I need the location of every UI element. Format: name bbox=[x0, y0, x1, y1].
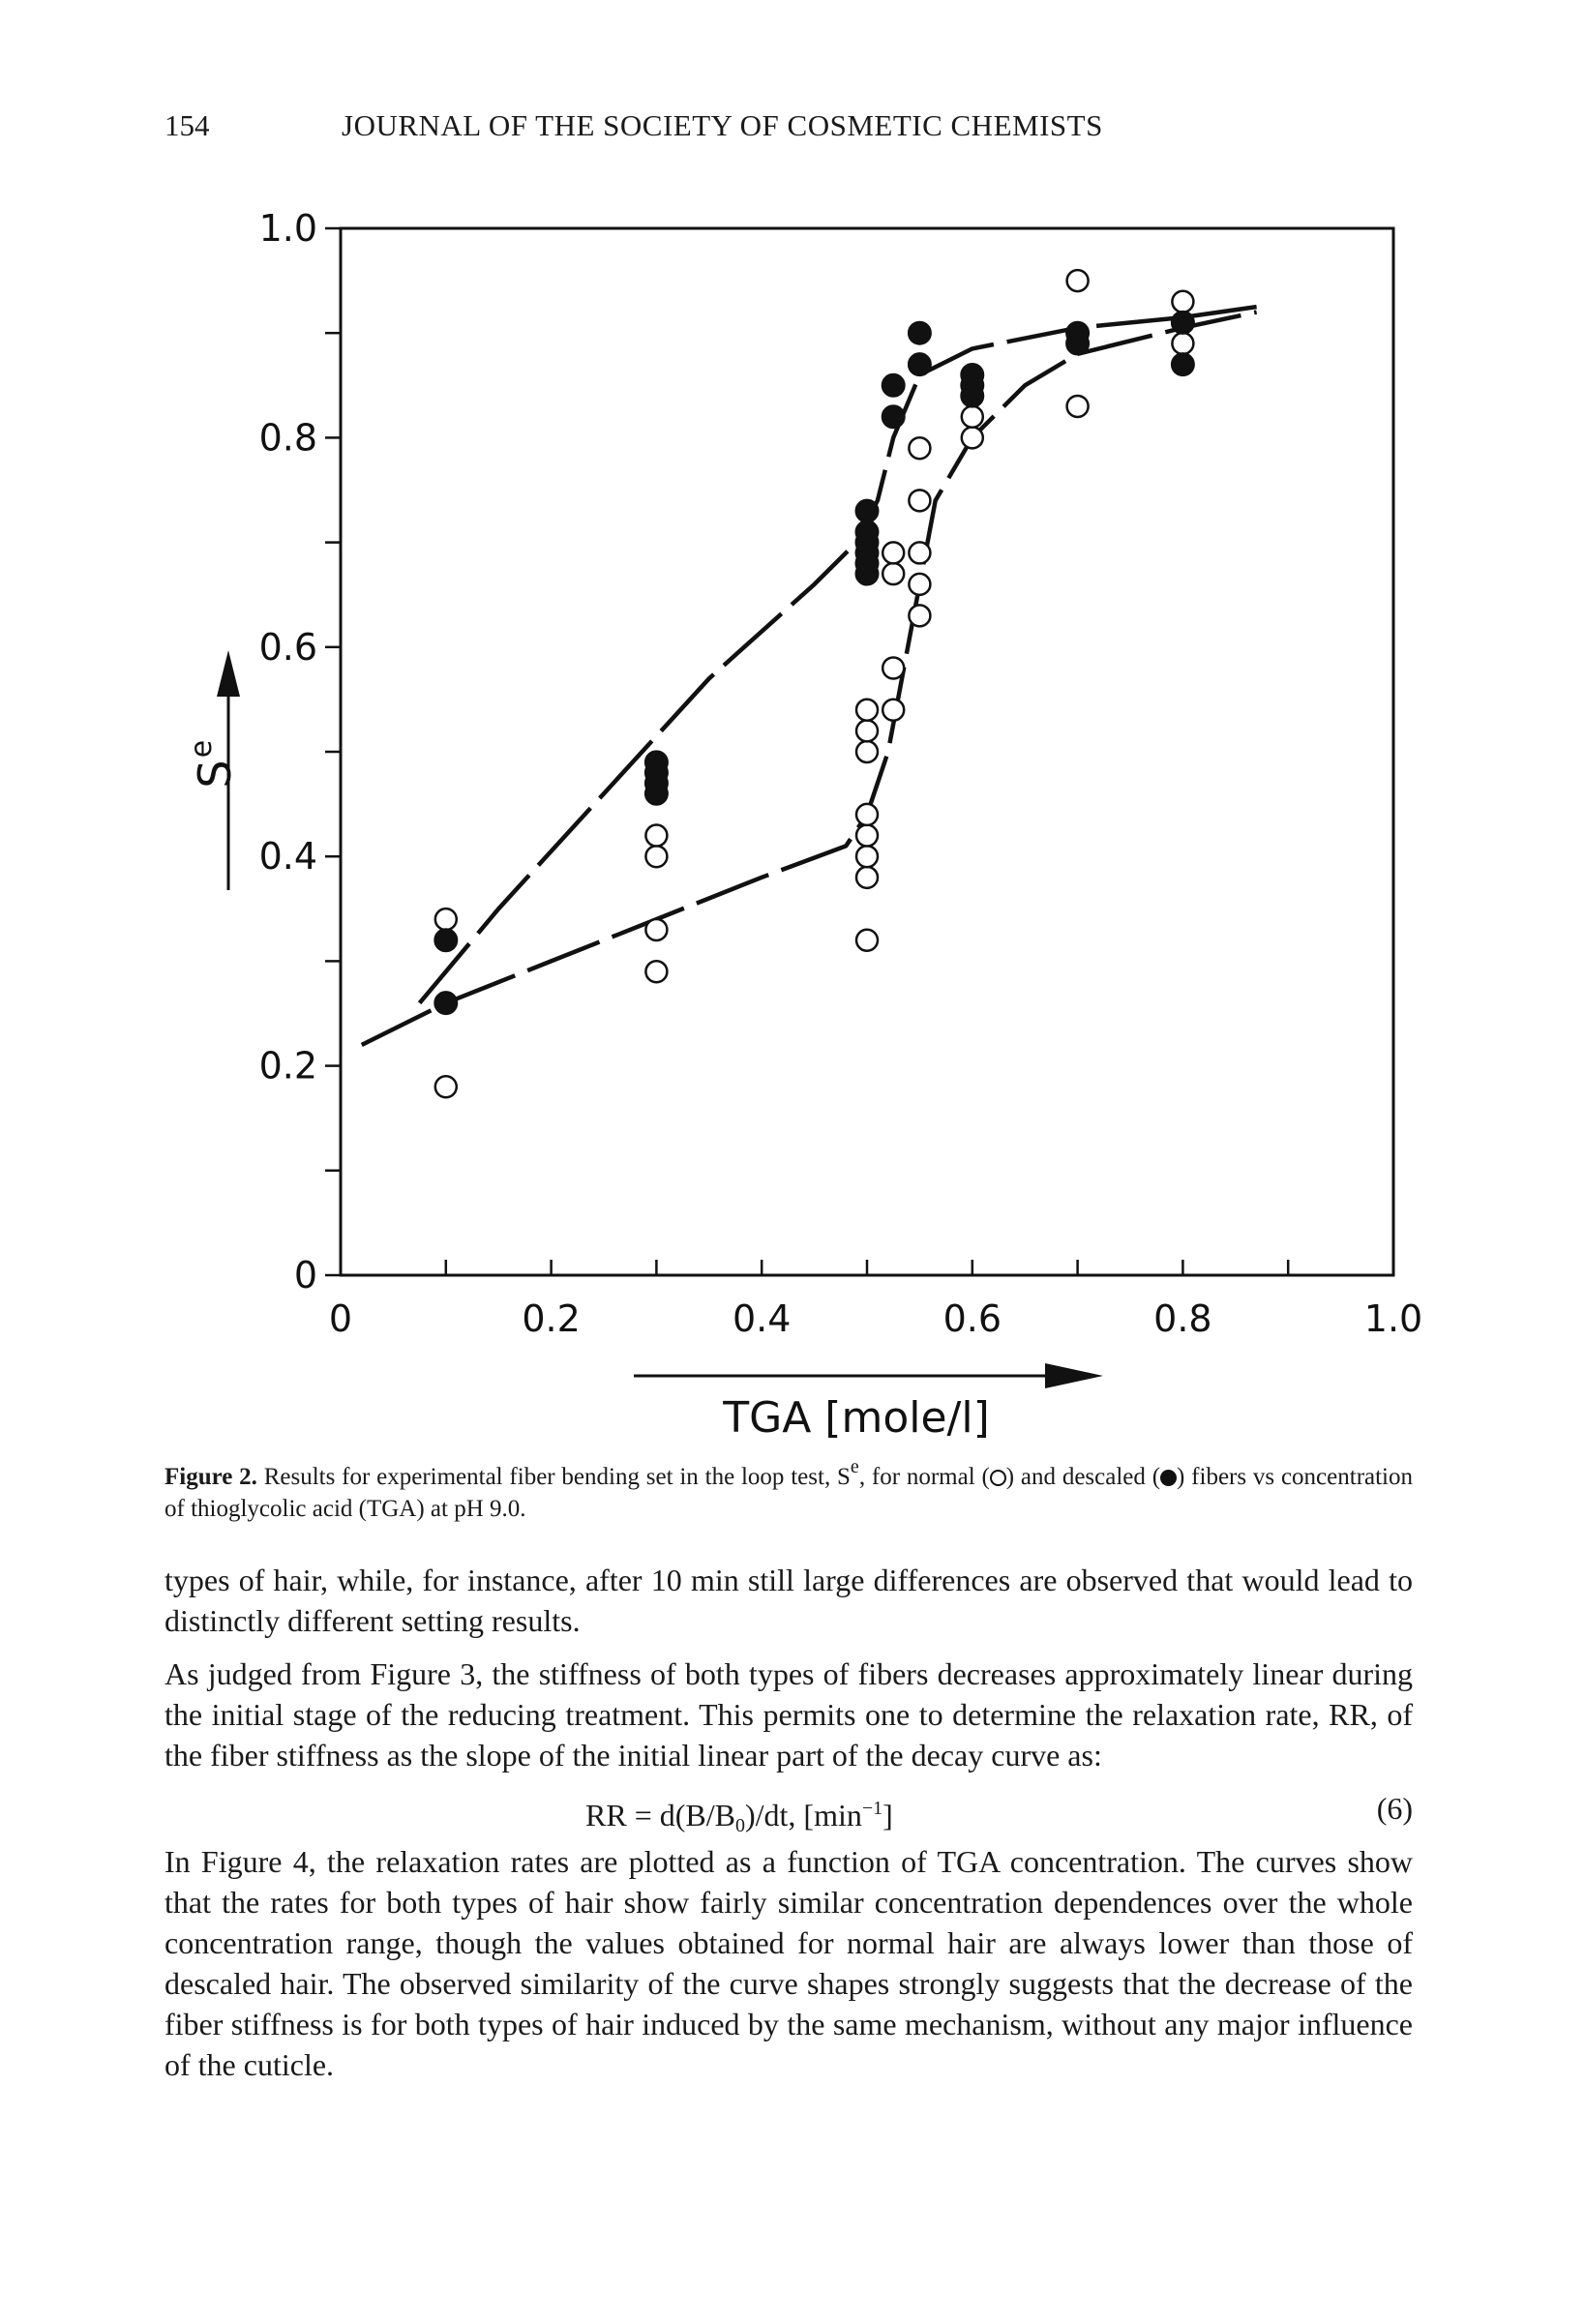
filled-circle-point bbox=[908, 321, 931, 344]
equation-subscript: 0 bbox=[734, 1815, 745, 1836]
equation-superscript: −1 bbox=[861, 1798, 883, 1819]
y-axis-label: S bbox=[189, 760, 241, 789]
x-tick-label: 0.8 bbox=[1153, 1297, 1212, 1340]
running-head: JOURNAL OF THE SOCIETY OF COSMETIC CHEMISTS bbox=[342, 108, 1103, 142]
open-circle-point bbox=[645, 919, 667, 940]
x-tick-label: 0.4 bbox=[732, 1297, 792, 1340]
open-circle-point bbox=[882, 700, 904, 721]
filled-circle-point bbox=[855, 499, 879, 522]
open-circle-icon bbox=[990, 1470, 1006, 1486]
open-circle-point bbox=[1067, 396, 1089, 417]
open-circle-point bbox=[645, 961, 667, 982]
y-tick-label: 0.2 bbox=[258, 1044, 317, 1088]
equation-body bbox=[585, 1788, 893, 1846]
open-circle-point bbox=[962, 427, 983, 448]
x-tick-label: 1.0 bbox=[1363, 1297, 1423, 1340]
x-tick-label: 0 bbox=[328, 1297, 353, 1340]
filled-circle-point bbox=[882, 373, 905, 397]
equation-lhs: RR = d(B/B bbox=[585, 1798, 735, 1832]
filled-circle-icon bbox=[1160, 1470, 1177, 1486]
filled-circle-point bbox=[882, 405, 905, 429]
body-text bbox=[164, 1560, 1413, 2098]
x-tick-label: 0.2 bbox=[522, 1297, 581, 1340]
open-circle-point bbox=[909, 437, 930, 459]
open-circle-point bbox=[435, 909, 457, 930]
y-axis-superscript: e bbox=[185, 739, 219, 759]
y-axis-arrow-head bbox=[217, 650, 240, 697]
normal-fit-curve bbox=[362, 313, 1257, 1045]
open-circle-point bbox=[856, 846, 878, 867]
caption-superscript: e bbox=[850, 1456, 859, 1477]
open-circle-point bbox=[856, 804, 878, 825]
open-circle-point bbox=[856, 930, 878, 951]
equation-mid: )/dt, [min bbox=[744, 1798, 862, 1832]
filled-circle-point bbox=[1171, 311, 1194, 334]
open-circle-point bbox=[645, 825, 667, 847]
open-circle-point bbox=[962, 406, 983, 428]
equation-number: (6) bbox=[1376, 1791, 1413, 1826]
filled-circle-point bbox=[1066, 321, 1090, 344]
open-circle-point bbox=[1172, 333, 1193, 354]
open-circle-point bbox=[856, 741, 878, 762]
page-number: 154 bbox=[164, 108, 210, 142]
open-circle-point bbox=[856, 867, 878, 888]
open-circle-point bbox=[909, 574, 930, 595]
y-tick-label: 0.6 bbox=[258, 625, 317, 669]
paragraph-2: As judged from Figure 3, the stiffness of both types of fibers decreases approximately linear during the initial stage of the reducing treatment. This permits one to determine the relaxation rate, RR, of the fiber stiffness as the slope of the initial linear part of the decay curve as: bbox=[164, 1656, 1413, 1773]
equation-end: ] bbox=[882, 1798, 893, 1832]
y-tick-label: 1.0 bbox=[258, 207, 317, 250]
descaled-fit-curve bbox=[420, 307, 1257, 1003]
y-tick-label: 0.8 bbox=[258, 416, 317, 460]
open-circle-point bbox=[1067, 270, 1089, 291]
x-axis-title: TGA [mole/l] bbox=[723, 1393, 990, 1442]
paragraph-3: In Figure 4, the relaxation rates are plotted as a function of TGA concentration. The curves show that the rates for both types of hair show fairly similar concentration dependences over the whole concentration range, though the values obtained for normal hair are always lower than those of descaled hair. The observed similarity of the curve shapes strongly suggests that the decrease of the fiber stiffness is for both types of hair induced by the same mechanism, without any major influence of the cuticle. bbox=[164, 1844, 1413, 2082]
caption-text-4: ) fibers vs concentration of thioglycolic acid (TGA) at pH 9.0. bbox=[164, 1464, 1414, 1522]
caption-label: Figure 2. bbox=[164, 1464, 257, 1490]
x-axis-arrow-head bbox=[1045, 1363, 1103, 1388]
open-circle-point bbox=[909, 542, 930, 563]
open-circle-point bbox=[882, 657, 904, 678]
open-circle-point bbox=[856, 720, 878, 741]
filled-circle-point bbox=[644, 751, 668, 774]
equation-6 bbox=[164, 1788, 1413, 1836]
open-circle-point bbox=[882, 563, 904, 584]
y-axis-title bbox=[185, 740, 241, 789]
filled-circle-point bbox=[434, 929, 458, 952]
caption-text-3: ) and descaled ( bbox=[1005, 1464, 1161, 1490]
filled-circle-point bbox=[434, 992, 458, 1015]
open-circle-point bbox=[882, 542, 904, 563]
figure-caption bbox=[164, 1451, 1413, 1525]
y-tick-label: 0 bbox=[293, 1254, 317, 1296]
open-circle-point bbox=[645, 846, 667, 867]
paragraph-1: types of hair, while, for instance, after 10 min still large differences are observed that would lead to distinctly different setting results. bbox=[164, 1563, 1413, 1638]
filled-circle-point bbox=[1171, 353, 1194, 376]
caption-text-1: Results for experimental fiber bending set in the loop test, S bbox=[263, 1464, 851, 1490]
filled-circle-point bbox=[855, 521, 879, 544]
open-circle-point bbox=[856, 825, 878, 847]
caption-text-2: , for normal ( bbox=[858, 1464, 990, 1490]
open-circle-point bbox=[909, 490, 930, 511]
y-tick-label: 0.4 bbox=[258, 835, 317, 879]
filled-circle-point bbox=[908, 353, 931, 376]
filled-circle-point bbox=[961, 363, 984, 386]
open-circle-point bbox=[1172, 291, 1193, 313]
open-circle-point bbox=[909, 605, 930, 626]
open-circle-point bbox=[856, 700, 878, 721]
x-tick-label: 0.6 bbox=[942, 1297, 1002, 1340]
open-circle-point bbox=[435, 1076, 457, 1097]
